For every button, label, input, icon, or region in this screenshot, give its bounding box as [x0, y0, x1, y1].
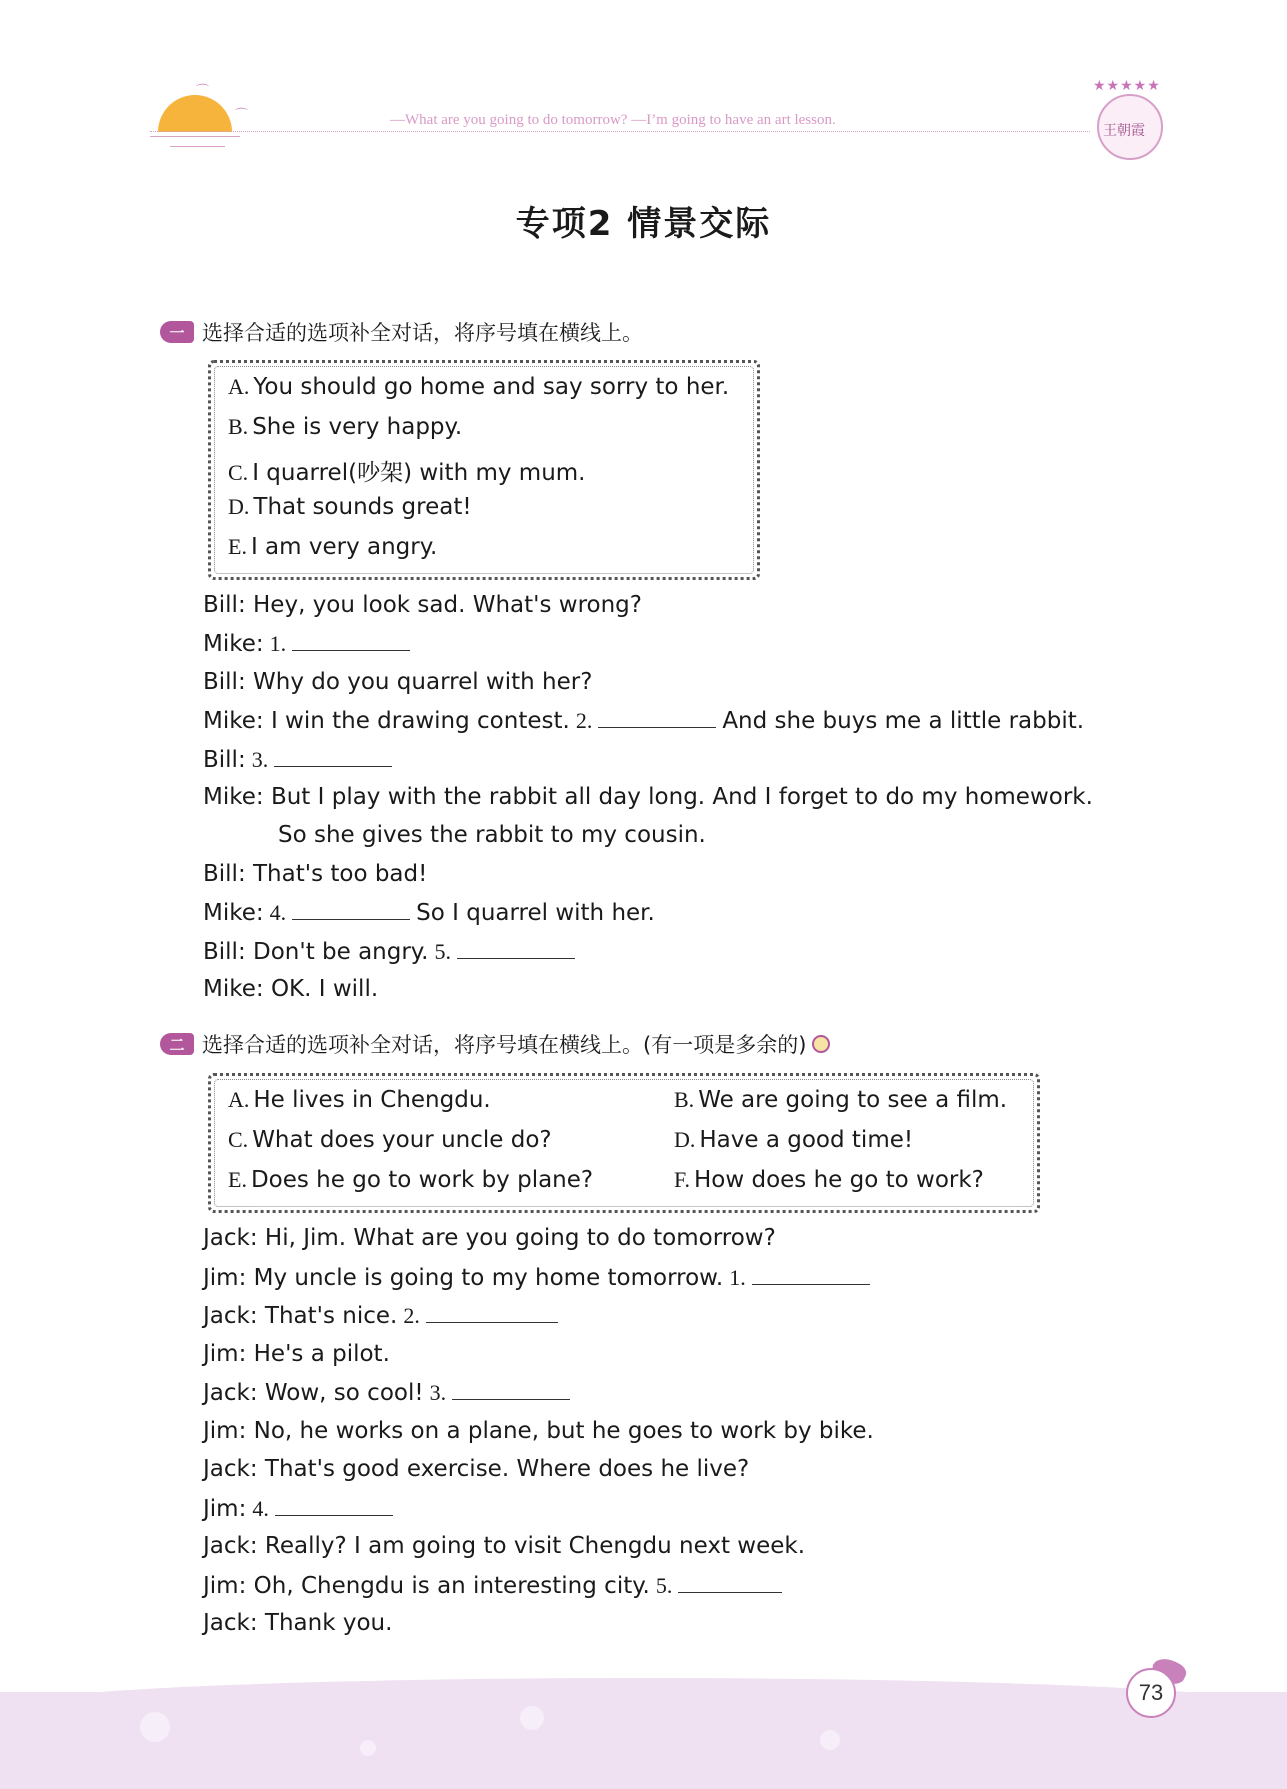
header-rule: [150, 131, 1090, 132]
option-item: B. She is very happy.: [228, 414, 463, 440]
option-item: A. He lives in Chengdu.: [228, 1087, 491, 1113]
option-item: B. We are going to see a film.: [674, 1087, 1008, 1113]
answer-blank[interactable]: [452, 1379, 570, 1400]
horizon-line: [170, 146, 225, 147]
option-item: D. That sounds great!: [228, 494, 472, 520]
section-badge: 二: [160, 1033, 194, 1055]
section-instruction: 选择合适的选项补全对话，将序号填在横线上。(有一项是多余的): [202, 1033, 807, 1057]
answer-blank[interactable]: [292, 899, 410, 920]
dialogue-line: Bill: Hey, you look sad. What's wrong?: [203, 592, 642, 618]
dialogue-line: Jack: That's nice. 2.: [203, 1302, 564, 1329]
answer-blank[interactable]: [292, 630, 410, 651]
page-header: [0, 0, 1287, 170]
dialogue-line: Mike: OK. I will.: [203, 976, 379, 1002]
publisher-logo: [1085, 78, 1175, 168]
sun-icon: [158, 95, 232, 132]
page-number-circle: [1126, 1668, 1176, 1718]
section-badge: 一: [160, 321, 194, 343]
dialogue-line: Jack: That's good exercise. Where does he live?: [203, 1456, 750, 1482]
dialogue-line: Jim: No, he works on a plane, but he goes to work by bike.: [203, 1418, 874, 1444]
option-item: A. You should go home and say sorry to her.: [228, 374, 730, 400]
dialogue-line: Bill: 3.: [203, 746, 398, 773]
answer-blank[interactable]: [426, 1302, 558, 1323]
decor-bubble: [820, 1730, 840, 1750]
dialogue-line: Jim: 4.: [203, 1495, 399, 1522]
dialogue-line: Mike: I win the drawing contest. 2. And she buys me a little rabbit.: [203, 708, 1085, 734]
section-1-heading: [160, 317, 643, 347]
dialogue-line: Bill: Don't be angry. 5.: [203, 938, 581, 965]
option-item: E. Does he go to work by plane?: [228, 1167, 594, 1193]
dialogue-line: Mike: 4. So I quarrel with her.: [203, 900, 655, 926]
answer-blank[interactable]: [598, 707, 716, 728]
bird-icon: ⌒: [235, 108, 249, 123]
dialogue-line: Jack: Wow, so cool! 3.: [203, 1379, 576, 1406]
section-2-heading: [160, 1029, 830, 1059]
dialogue-line: Bill: Why do you quarrel with her?: [203, 669, 593, 695]
option-item: D. Have a good time!: [674, 1127, 914, 1153]
dialogue-line: So she gives the rabbit to my cousin.: [278, 822, 706, 848]
dialogue-line: Jim: Oh, Chengdu is an interesting city. 5.: [203, 1572, 788, 1599]
lightbulb-icon: [812, 1035, 830, 1053]
dialogue-line: Jim: He's a pilot.: [203, 1341, 390, 1367]
page-number: 73: [1138, 1680, 1164, 1705]
page-title: 专项2 情景交际: [515, 204, 772, 244]
dialogue-line: Jack: Really? I am going to visit Chengdu next week.: [203, 1533, 806, 1559]
option-item: C. What does your uncle do?: [228, 1127, 552, 1153]
running-header: —What are you going to do tomorrow? —I’m going to have an art lesson.: [390, 112, 836, 128]
option-item: E. I am very angry.: [228, 534, 438, 560]
stars-icon: ★★★★★: [1093, 78, 1161, 94]
answer-blank[interactable]: [275, 1495, 393, 1516]
dialogue-line: Jim: My uncle is going to my home tomorrow. 1.: [203, 1264, 876, 1291]
decor-bubble: [140, 1712, 170, 1742]
dialogue-line: Jack: Thank you.: [203, 1610, 393, 1636]
option-item: F. How does he go to work?: [674, 1167, 984, 1193]
footer-band: [0, 1692, 1287, 1789]
decor-bubble: [360, 1740, 376, 1756]
dialogue-line: Mike: 1.: [203, 630, 416, 657]
bird-icon: ⌒: [196, 84, 210, 99]
dialogue-line: Mike: But I play with the rabbit all day long. And I forget to do my homework.: [203, 784, 1093, 810]
decor-bubble: [520, 1706, 544, 1730]
option-item: C. I quarrel(吵架) with my mum.: [228, 460, 586, 486]
dialogue-line: Bill: That's too bad!: [203, 861, 428, 887]
answer-blank[interactable]: [274, 746, 392, 767]
answer-blank[interactable]: [678, 1572, 782, 1593]
page-number-badge: [1126, 1660, 1186, 1720]
answer-blank[interactable]: [457, 938, 575, 959]
section-instruction: 选择合适的选项补全对话，将序号填在横线上。: [202, 321, 643, 345]
logo-text: 王朝霞: [1103, 123, 1145, 139]
dialogue-line: Jack: Hi, Jim. What are you going to do tomorrow?: [203, 1225, 776, 1251]
horizon-line: [150, 136, 240, 137]
answer-blank[interactable]: [752, 1264, 870, 1285]
